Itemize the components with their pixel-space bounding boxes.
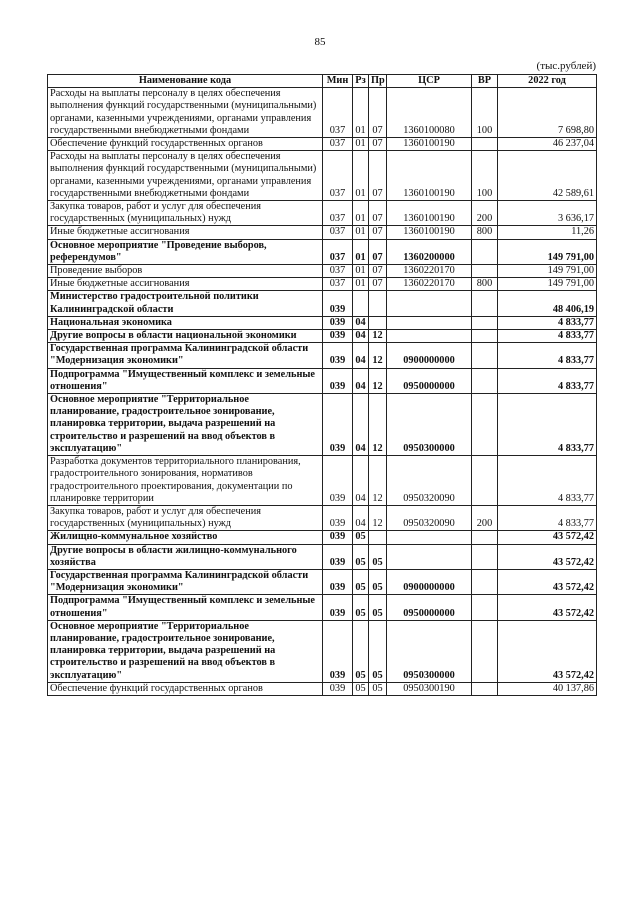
cell-rz: 04	[353, 368, 369, 393]
cell-name: Подпрограмма "Имущественный комплекс и земельные отношения"	[48, 595, 323, 620]
table-row	[48, 226, 597, 239]
cell-amount: 43 572,42	[498, 620, 597, 682]
cell-csr: 0950320090	[387, 456, 472, 506]
cell-min: 039	[323, 531, 353, 544]
cell-vr	[472, 569, 498, 594]
cell-min: 039	[323, 620, 353, 682]
cell-amount: 43 572,42	[498, 595, 597, 620]
cell-csr: 0900000000	[387, 569, 472, 594]
cell-amount: 4 833,77	[498, 316, 597, 329]
cell-rz: 04	[353, 394, 369, 456]
cell-rz: 04	[353, 343, 369, 368]
cell-rz: 01	[353, 278, 369, 291]
table-row	[48, 394, 597, 456]
cell-rz: 01	[353, 226, 369, 239]
cell-csr: 1360200000	[387, 239, 472, 264]
table-row	[48, 620, 597, 682]
cell-rz: 01	[353, 138, 369, 151]
cell-vr: 200	[472, 505, 498, 530]
cell-name: Проведение выборов	[48, 265, 323, 278]
cell-name: Иные бюджетные ассигнования	[48, 278, 323, 291]
cell-vr: 100	[472, 88, 498, 138]
cell-min: 037	[323, 151, 353, 201]
cell-amount: 43 572,42	[498, 569, 597, 594]
header-name: Наименование кода	[48, 75, 323, 88]
cell-name: Обеспечение функций государственных органов	[48, 138, 323, 151]
cell-amount: 3 636,17	[498, 201, 597, 226]
cell-name: Закупка товаров, работ и услуг для обеспечения государственных (муниципальных) нужд	[48, 201, 323, 226]
cell-amount: 4 833,77	[498, 394, 597, 456]
cell-pr: 12	[369, 368, 387, 393]
cell-pr: 07	[369, 239, 387, 264]
cell-pr: 07	[369, 151, 387, 201]
cell-rz: 01	[353, 88, 369, 138]
table-row	[48, 278, 597, 291]
cell-vr: 800	[472, 278, 498, 291]
cell-csr	[387, 544, 472, 569]
cell-amount: 46 237,04	[498, 138, 597, 151]
cell-csr: 0950300190	[387, 682, 472, 695]
cell-min: 037	[323, 226, 353, 239]
cell-pr	[369, 291, 387, 316]
header-pr: Пр	[369, 75, 387, 88]
cell-min: 039	[323, 291, 353, 316]
cell-amount: 4 833,77	[498, 330, 597, 343]
cell-rz: 01	[353, 239, 369, 264]
cell-min: 037	[323, 138, 353, 151]
table-row	[48, 569, 597, 594]
cell-csr	[387, 330, 472, 343]
cell-name: Закупка товаров, работ и услуг для обеспечения государственных (муниципальных) нужд	[48, 505, 323, 530]
cell-vr	[472, 394, 498, 456]
cell-rz: 05	[353, 569, 369, 594]
cell-pr: 12	[369, 394, 387, 456]
cell-vr: 200	[472, 201, 498, 226]
cell-csr	[387, 531, 472, 544]
cell-rz: 04	[353, 330, 369, 343]
cell-min: 039	[323, 505, 353, 530]
cell-vr	[472, 291, 498, 316]
cell-pr: 05	[369, 682, 387, 695]
cell-csr: 0950000000	[387, 368, 472, 393]
table-row	[48, 291, 597, 316]
cell-name: Национальная экономика	[48, 316, 323, 329]
table-row	[48, 201, 597, 226]
cell-vr	[472, 595, 498, 620]
cell-name: Государственная программа Калининградской области "Модернизация экономики"	[48, 343, 323, 368]
cell-min: 037	[323, 278, 353, 291]
header-csr: ЦСР	[387, 75, 472, 88]
table-row	[48, 151, 597, 201]
cell-csr: 0950000000	[387, 595, 472, 620]
cell-min: 039	[323, 682, 353, 695]
table-row	[48, 505, 597, 530]
budget-table	[47, 74, 597, 696]
cell-vr	[472, 531, 498, 544]
table-row	[48, 265, 597, 278]
cell-pr: 07	[369, 278, 387, 291]
cell-pr: 12	[369, 505, 387, 530]
cell-pr: 07	[369, 138, 387, 151]
cell-vr	[472, 456, 498, 506]
table-row	[48, 316, 597, 329]
cell-rz: 01	[353, 265, 369, 278]
cell-min: 037	[323, 88, 353, 138]
cell-pr: 12	[369, 330, 387, 343]
cell-name: Другие вопросы в области жилищно-коммунального хозяйства	[48, 544, 323, 569]
table-row	[48, 544, 597, 569]
cell-rz	[353, 291, 369, 316]
cell-amount: 149 791,00	[498, 278, 597, 291]
cell-min: 039	[323, 330, 353, 343]
cell-csr: 0950320090	[387, 505, 472, 530]
table-row	[48, 88, 597, 138]
cell-pr: 05	[369, 620, 387, 682]
table-row	[48, 456, 597, 506]
cell-rz: 04	[353, 505, 369, 530]
cell-vr	[472, 316, 498, 329]
cell-name: Государственная программа Калининградской области "Модернизация экономики"	[48, 569, 323, 594]
cell-amount: 149 791,00	[498, 265, 597, 278]
cell-amount: 40 137,86	[498, 682, 597, 695]
cell-pr: 05	[369, 569, 387, 594]
cell-amount: 4 833,77	[498, 368, 597, 393]
cell-pr	[369, 531, 387, 544]
table-row	[48, 368, 597, 393]
table-body	[48, 88, 597, 696]
cell-csr: 0900000000	[387, 343, 472, 368]
cell-amount: 42 589,61	[498, 151, 597, 201]
cell-min: 039	[323, 544, 353, 569]
cell-csr: 1360100190	[387, 201, 472, 226]
cell-pr: 07	[369, 88, 387, 138]
cell-pr: 07	[369, 226, 387, 239]
cell-csr	[387, 316, 472, 329]
cell-name: Основное мероприятие "Территориальное планирование, градостроительное зонирование, планировка территории, выдача разрешений на строительство и разрешений на ввод объектов в эксплуатацию"	[48, 620, 323, 682]
cell-pr: 12	[369, 343, 387, 368]
header-vr: ВР	[472, 75, 498, 88]
cell-amount: 7 698,80	[498, 88, 597, 138]
page-number: 85	[314, 36, 326, 48]
cell-csr: 1360100190	[387, 151, 472, 201]
cell-name: Жилищно-коммунальное хозяйство	[48, 531, 323, 544]
table-row	[48, 343, 597, 368]
cell-amount: 11,26	[498, 226, 597, 239]
cell-rz: 01	[353, 151, 369, 201]
table-row	[48, 595, 597, 620]
cell-rz: 01	[353, 201, 369, 226]
cell-min: 037	[323, 201, 353, 226]
cell-name: Иные бюджетные ассигнования	[48, 226, 323, 239]
cell-min: 037	[323, 265, 353, 278]
cell-amount: 149 791,00	[498, 239, 597, 264]
cell-csr: 1360100190	[387, 226, 472, 239]
cell-vr	[472, 368, 498, 393]
cell-vr: 800	[472, 226, 498, 239]
cell-min: 037	[323, 239, 353, 264]
cell-rz: 05	[353, 544, 369, 569]
cell-vr	[472, 544, 498, 569]
cell-rz: 05	[353, 595, 369, 620]
cell-min: 039	[323, 368, 353, 393]
cell-min: 039	[323, 316, 353, 329]
cell-rz: 04	[353, 316, 369, 329]
cell-min: 039	[323, 343, 353, 368]
cell-csr	[387, 291, 472, 316]
cell-pr: 07	[369, 201, 387, 226]
cell-min: 039	[323, 394, 353, 456]
cell-min: 039	[323, 456, 353, 506]
cell-vr	[472, 239, 498, 264]
header-row	[48, 75, 597, 88]
cell-pr: 07	[369, 265, 387, 278]
cell-csr: 1360220170	[387, 265, 472, 278]
cell-name: Обеспечение функций государственных органов	[48, 682, 323, 695]
cell-pr: 05	[369, 544, 387, 569]
cell-rz: 05	[353, 620, 369, 682]
table-row	[48, 531, 597, 544]
cell-vr	[472, 330, 498, 343]
cell-amount: 43 572,42	[498, 531, 597, 544]
cell-vr	[472, 343, 498, 368]
cell-name: Министерство градостроительной политики Калининградской области	[48, 291, 323, 316]
cell-pr	[369, 316, 387, 329]
cell-name: Основное мероприятие "Проведение выборов, референдумов"	[48, 239, 323, 264]
cell-name: Другие вопросы в области национальной экономики	[48, 330, 323, 343]
cell-name: Основное мероприятие "Территориальное планирование, градостроительное зонирование, планировка территории, выдача разрешений на строительство и разрешений на ввод объектов в эксплуатацию"	[48, 394, 323, 456]
cell-csr: 1360100190	[387, 138, 472, 151]
cell-name: Расходы на выплаты персоналу в целях обеспечения выполнения функций государственными (муниципальными) органами, казенными учреждениями, органами управления государственными внебюджетными фондами	[48, 88, 323, 138]
cell-vr	[472, 138, 498, 151]
cell-vr: 100	[472, 151, 498, 201]
table-row	[48, 682, 597, 695]
cell-rz: 04	[353, 456, 369, 506]
cell-name: Расходы на выплаты персоналу в целях обеспечения выполнения функций государственными (муниципальными) органами, казенными учреждениями, органами управления государственными внебюджетными фондами	[48, 151, 323, 201]
cell-vr	[472, 620, 498, 682]
cell-amount: 4 833,77	[498, 505, 597, 530]
cell-amount: 48 406,19	[498, 291, 597, 316]
header-min: Мин	[323, 75, 353, 88]
cell-csr: 1360100080	[387, 88, 472, 138]
table-row	[48, 239, 597, 264]
table-row	[48, 330, 597, 343]
cell-csr: 1360220170	[387, 278, 472, 291]
cell-rz: 05	[353, 682, 369, 695]
cell-csr: 0950300000	[387, 620, 472, 682]
cell-min: 039	[323, 595, 353, 620]
cell-pr: 12	[369, 456, 387, 506]
cell-min: 039	[323, 569, 353, 594]
cell-vr	[472, 265, 498, 278]
cell-name: Разработка документов территориального планирования, градостроительного зонирования, нормативов градостроительного проектирования, документации по планировке территории	[48, 456, 323, 506]
cell-vr	[472, 682, 498, 695]
header-year: 2022 год	[498, 75, 597, 88]
units-label: (тыс.рублей)	[536, 60, 596, 72]
cell-name: Подпрограмма "Имущественный комплекс и земельные отношения"	[48, 368, 323, 393]
cell-amount: 43 572,42	[498, 544, 597, 569]
cell-amount: 4 833,77	[498, 343, 597, 368]
table-row	[48, 138, 597, 151]
cell-amount: 4 833,77	[498, 456, 597, 506]
cell-rz: 05	[353, 531, 369, 544]
cell-pr: 05	[369, 595, 387, 620]
cell-csr: 0950300000	[387, 394, 472, 456]
header-rz: Рз	[353, 75, 369, 88]
